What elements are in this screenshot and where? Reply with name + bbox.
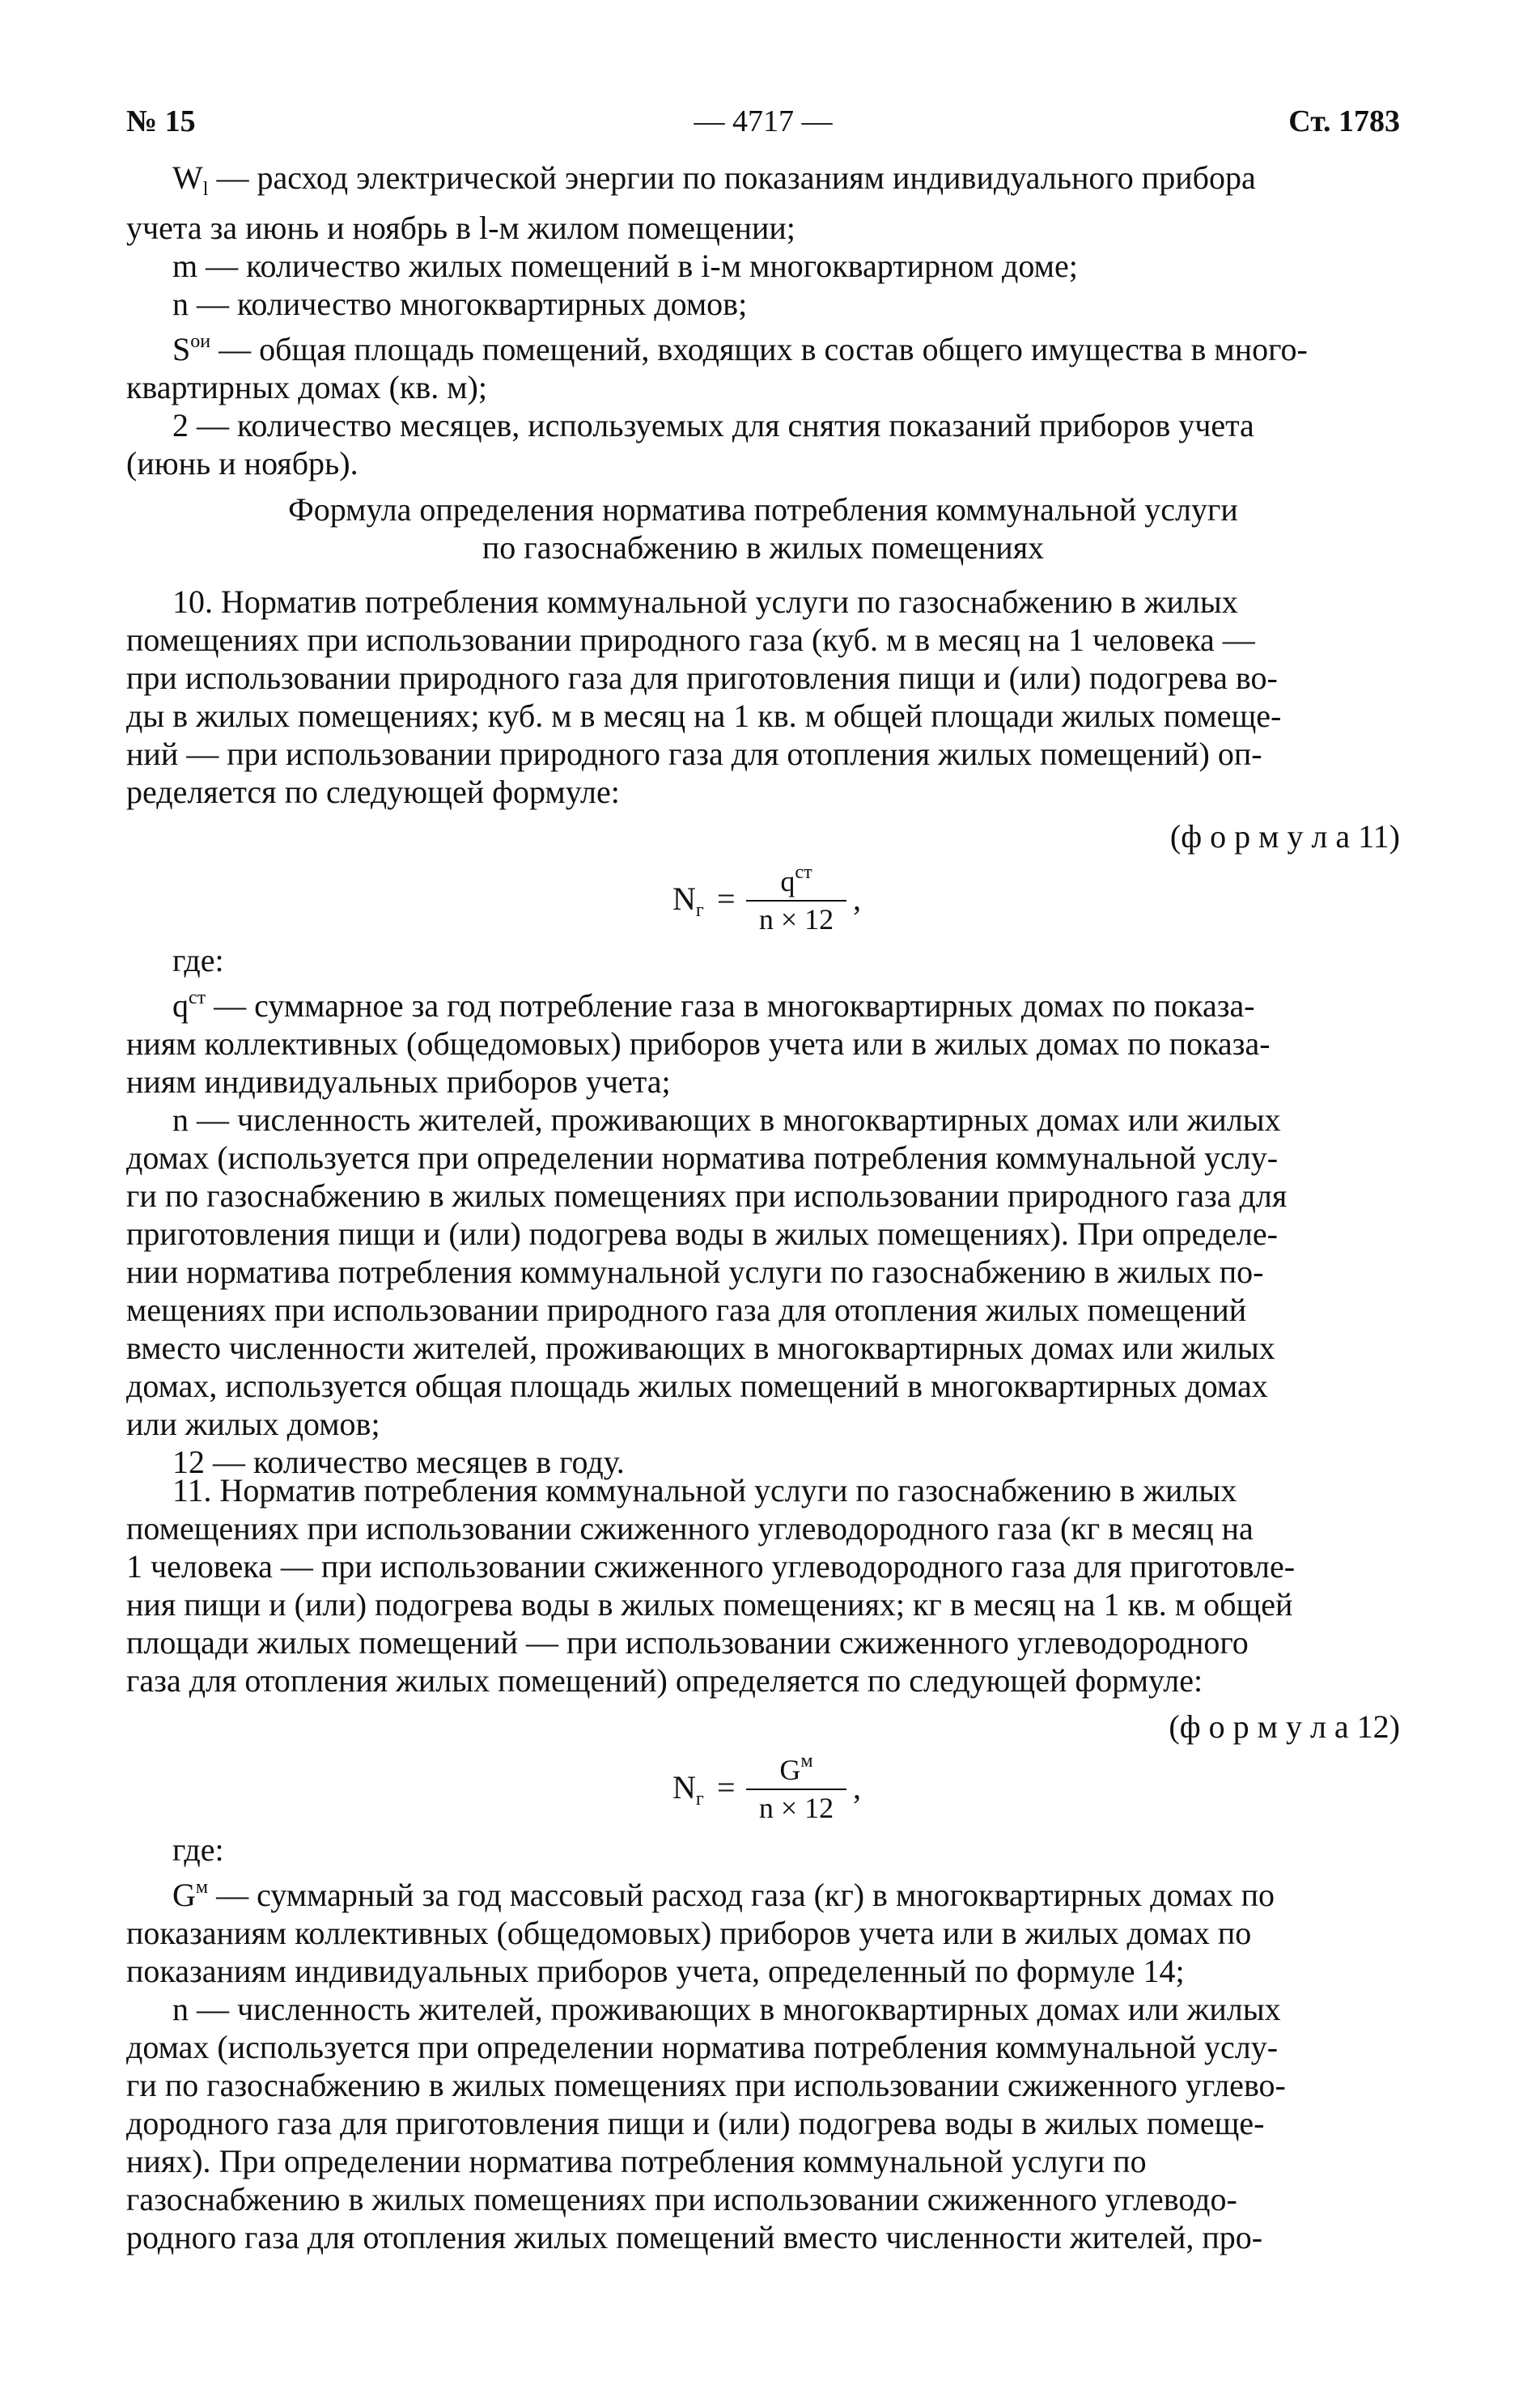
para10-line-4: ды в жилых помещениях; куб. м в месяц на 1 кв. м общей площади жилых помеще- <box>126 698 1282 734</box>
def-q-line-3: ниям индивидуальных приборов учета; <box>126 1063 671 1100</box>
definitions-block-1 <box>126 159 1400 482</box>
formula-12-denominator: n × 12 <box>758 1792 834 1824</box>
formula-11-label: (ф о р м у л а 11) <box>1169 818 1400 855</box>
page-header <box>126 104 1400 152</box>
section-title-line-2: по газоснабжению в жилых помещениях <box>482 529 1045 566</box>
section-title <box>126 490 1400 566</box>
para11-line-3: 1 человека — при использовании сжиженного углеводородного газа для приготовле- <box>126 1548 1296 1585</box>
formula-11-block <box>126 817 1400 953</box>
def-n1-line-9: или жилых домов; <box>126 1406 380 1442</box>
para10-line-5: ний — при использовании природного газа для отопления жилых помещений) оп- <box>126 736 1262 772</box>
definitions-block-3 <box>126 1831 1400 2256</box>
def-n2-line-7: родного газа для отопления жилых помещений вместо численности жителей, про- <box>126 2219 1263 2255</box>
para11-line-2: помещениях при использовании сжиженного углеводородного газа (кг в месяц на <box>126 1510 1254 1547</box>
def-n1-line-3: ги по газоснабжению в жилых помещениях при использовании природного газа для <box>126 1178 1288 1214</box>
def-q: $q^{ст}$ — суммарное за год потребление газа в многоквартирных домах по показа- <box>172 987 1255 1024</box>
def-g-line-2: показаниям коллективных (общедомовых) приборов учета или в жилых домах по <box>126 1915 1252 1951</box>
page-number: — 4717 — <box>694 104 833 138</box>
formula-11-lhs: $N_г$ <box>672 880 704 921</box>
where-2: где: <box>172 1831 224 1868</box>
issue-number: № 15 <box>126 104 196 138</box>
para11-line-5: площади жилых помещений — при использовании сжиженного углеводородного <box>126 1624 1249 1661</box>
def-g-line-3: показаниям индивидуальных приборов учета, определенный по формуле 14; <box>126 1953 1185 1989</box>
formula-11-numerator: $q^{ст}$ <box>746 855 846 902</box>
def-n2-line-5: ниях). При определении норматива потребления коммунальной услуги по <box>126 2143 1147 2179</box>
para10-line-6: ределяется по следующей формуле: <box>126 774 620 810</box>
para11-line-4: ния пищи и (или) подогрева воды в жилых помещениях; кг в месяц на 1 кв. м общей <box>126 1586 1293 1623</box>
formula-12-eq: = <box>717 1769 736 1806</box>
def-n1-line-2: домах (используется при определении норматива потребления коммунальной услу- <box>126 1139 1279 1176</box>
formula-11-comma: , <box>853 880 861 917</box>
def-n1-line-7: вместо численности жителей, проживающих в многоквартирных домах или жилых <box>126 1330 1275 1366</box>
formula-12-lhs: $N_г$ <box>672 1769 704 1810</box>
def-s: $S^{ои}$ — общая площадь помещений, входящих в состав общего имущества в много- <box>172 331 1308 367</box>
def-g: $G^м$ — суммарный за год массовый расход газа (кг) в многоквартирных домах по <box>172 1877 1275 1913</box>
def-s-cont: квартирных домах (кв. м); <box>126 369 487 405</box>
def-n1-line-8: домах, используется общая площадь жилых помещений в многоквартирных домах <box>126 1368 1268 1404</box>
para10-line-2: помещениях при использовании природного газа (куб. м в месяц на 1 человека — <box>126 622 1255 658</box>
def-m: m — количество жилых помещений в i-м многоквартирном доме; <box>172 248 1078 284</box>
formula-12-numerator: $G^м$ <box>746 1744 846 1790</box>
formula-12-comma: , <box>853 1769 861 1806</box>
para10-line-3: при использовании природного газа для приготовления пищи и (или) подогрева во- <box>126 660 1278 696</box>
def-n2-line-4: дородного газа для приготовления пищи и (или) подогрева воды в жилых помеще- <box>126 2105 1265 2141</box>
def-n: n — количество многоквартирных домов; <box>172 286 748 322</box>
para11-line-1: 11. Норматив потребления коммунальной услуги по газоснабжению в жилых <box>172 1472 1237 1509</box>
definitions-block-2 <box>126 941 1400 1481</box>
def-two: 2 — количество месяцев, используемых для снятия показаний приборов учета <box>172 407 1254 443</box>
para10-line-1: 10. Норматив потребления коммунальной услуги по газоснабжению в жилых <box>172 583 1238 620</box>
def-n2-line-6: газоснабжению в жилых помещениях при использовании сжиженного углеводо- <box>126 2181 1237 2217</box>
formula-11-eq: = <box>717 880 736 917</box>
def-q-line-2: ниям коллективных (общедомовых) приборов учета или в жилых домах по показа- <box>126 1025 1271 1062</box>
def-n1-line-4: приготовления пищи и (или) подогрева воды в жилых помещениях). При определе- <box>126 1216 1278 1252</box>
formula-11 <box>126 855 1400 953</box>
para11-line-6: газа для отопления жилых помещений) определяется по следующей формуле: <box>126 1662 1203 1699</box>
where-1: где: <box>172 942 224 978</box>
paragraph-10 <box>126 583 1400 811</box>
formula-12-label: (ф о р м у л а 12) <box>1169 1708 1400 1745</box>
def-n2-line-3: ги по газоснабжению в жилых помещениях при использовании сжиженного углево- <box>126 2067 1286 2103</box>
def-w-cont: учета за июнь и ноябрь в l-м жилом помещении; <box>126 210 795 246</box>
formula-11-fraction <box>746 855 846 937</box>
formula-12 <box>126 1746 1400 1843</box>
def-n1-line-1: n — численность жителей, проживающих в многоквартирных домах или жилых <box>172 1101 1281 1138</box>
formula-12-fraction <box>746 1744 846 1826</box>
paragraph-11 <box>126 1471 1400 1699</box>
def-n2-line-2: домах (используется при определении норматива потребления коммунальной услу- <box>126 2029 1279 2065</box>
section-title-line-1: Формула определения норматива потребления коммунальной услуги <box>288 491 1238 528</box>
formula-11-denominator: n × 12 <box>758 903 834 936</box>
def-twelve: 12 — количество месяцев в году. <box>172 1444 625 1480</box>
article-number: Ст. 1783 <box>1288 104 1400 138</box>
def-n1-line-5: нии норматива потребления коммунальной услуги по газоснабжению в жилых по- <box>126 1254 1264 1290</box>
def-w: $W_l$ — расход электрической энергии по показаниям индивидуального прибора <box>172 159 1256 200</box>
formula-12-block <box>126 1708 1400 1843</box>
def-two-cont: (июнь и ноябрь). <box>126 445 358 482</box>
def-n1-line-6: мещениях при использовании природного газа для отопления жилых помещений <box>126 1292 1247 1328</box>
def-n2-line-1: n — численность жителей, проживающих в многоквартирных домах или жилых <box>172 1991 1281 2027</box>
